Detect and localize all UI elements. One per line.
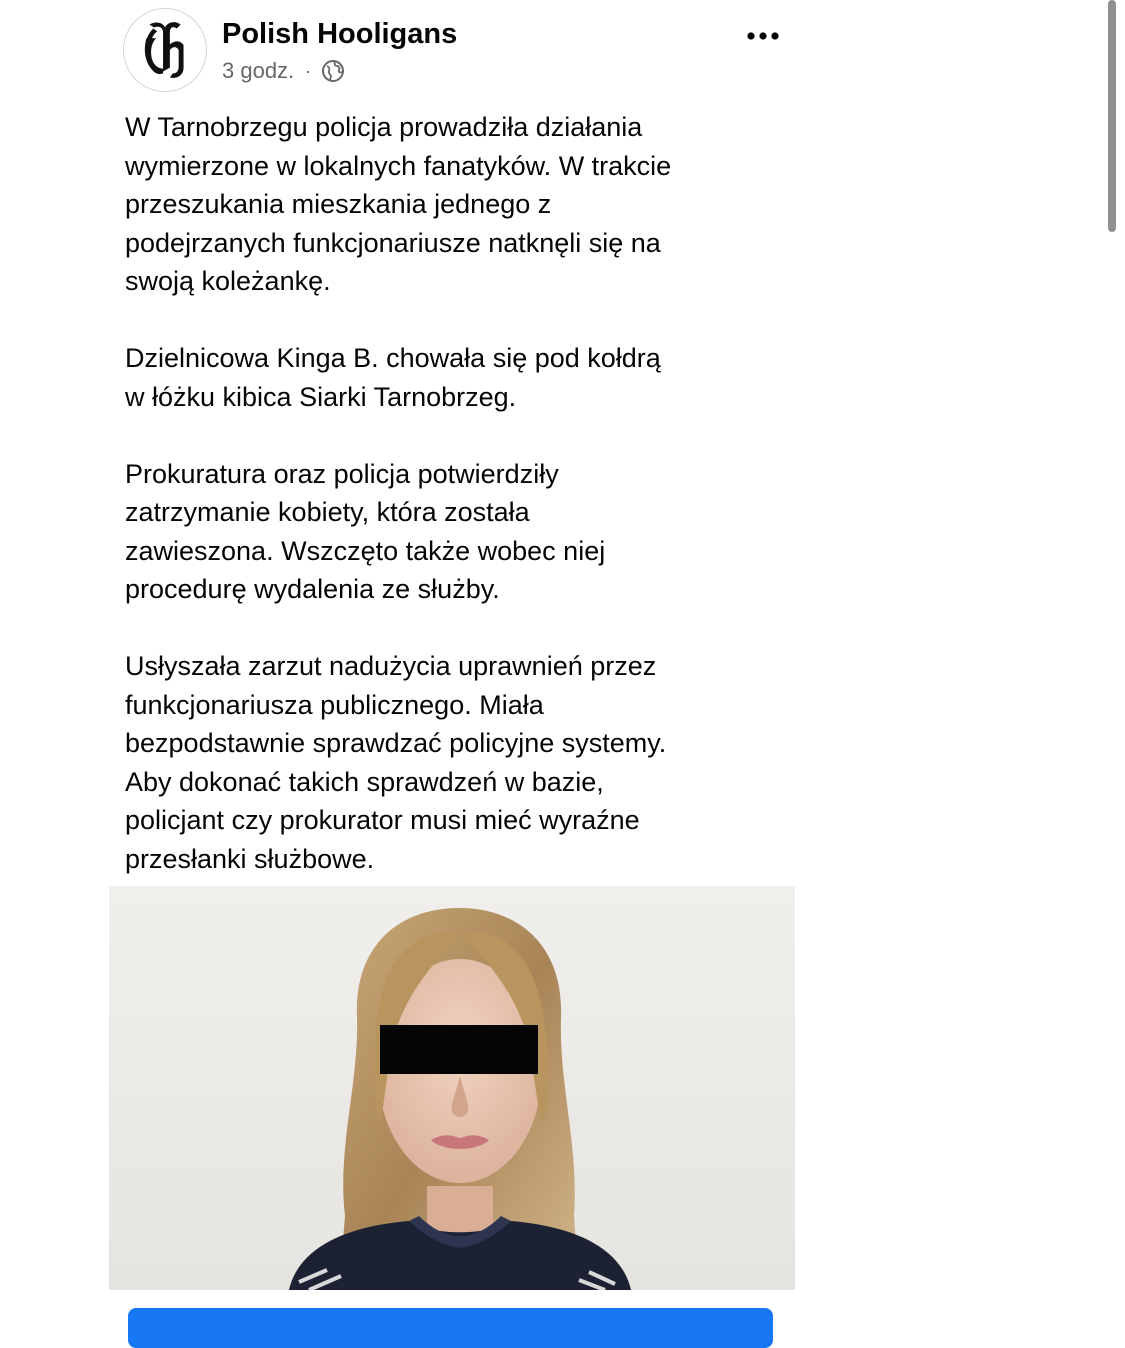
more-options-button[interactable]	[738, 20, 788, 52]
post-body	[125, 108, 765, 878]
post-paragraph: Usłyszała zarzut nadużycia uprawnień przez funkcjonariusza publicznego. Miała bezpodstawnie sprawdzać policyjne systemy. Aby dokonać takich sprawdzeń w bazie, policjant czy prokurator musi mieć wyraźne przesłanki służbowe.	[125, 651, 667, 874]
meta-separator: ·	[305, 60, 312, 81]
page-avatar[interactable]	[123, 8, 207, 92]
post-meta	[222, 58, 345, 84]
post-paragraph: Dzielnicowa Kinga B. chowała się pod kołdrą w łóżku kibica Siarki Tarnobrzeg.	[125, 343, 661, 412]
globe-icon[interactable]	[321, 59, 345, 83]
more-horizontal-icon	[746, 31, 780, 41]
action-button[interactable]	[128, 1308, 773, 1348]
scrollbar-thumb[interactable]	[1108, 0, 1116, 232]
post-paragraph: Prokuratura oraz policja potwierdziły zatrzymanie kobiety, która została zawieszona. Wszczęto także wobec niej procedurę wydalenia ze służby.	[125, 458, 606, 604]
post-photo[interactable]	[109, 886, 795, 1290]
hooligans-h-logo	[124, 9, 206, 91]
page-name[interactable]: Polish Hooligans	[222, 18, 458, 50]
post-timestamp[interactable]: 3 godz.	[222, 58, 295, 83]
post-paragraph: W Tarnobrzegu policja prowadziła działania wymierzone w lokalnych fanatyków. W trakcie przeszukania mieszkania jednego z podejrzanych funkcjonariusze natknęli się na swoją koleżankę.	[125, 112, 672, 296]
